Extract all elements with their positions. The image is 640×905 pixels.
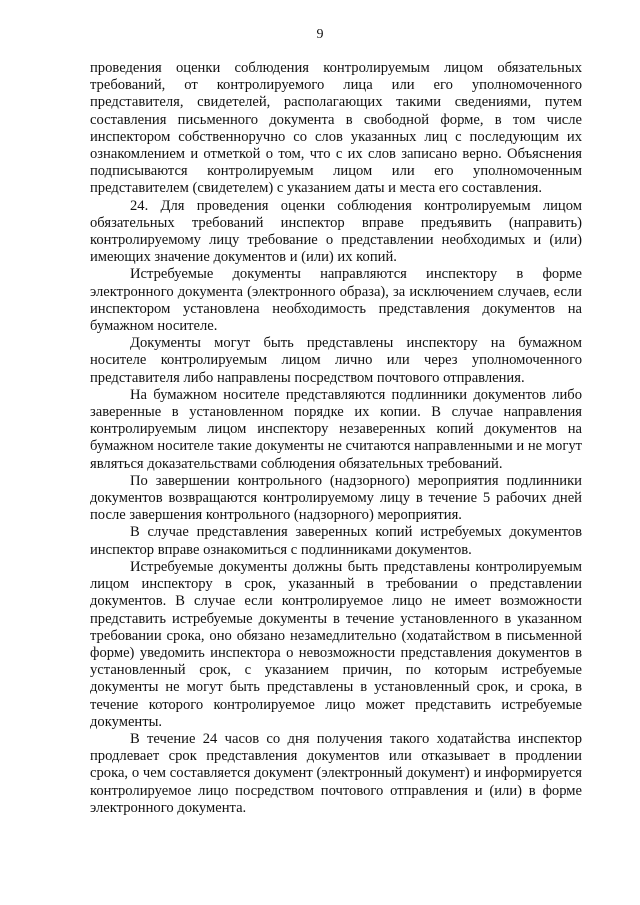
paragraph-return-originals: По завершении контрольного (надзорного) мероприятия подлинники документов возвращаются контролируемому лицу в течение 5 рабочих дней после завершения контрольного (надзорного) мероприятия. [90,472,582,524]
paragraph-continuation: проведения оценки соблюдения контролируемым лицом обязательных требований, от контролируемого лица или его уполномоченного представителя, свидетелей, располагающих такими сведениями, путем составления письменного документа в свободной форме, в том числе инспектором собственноручно со слов указанных лиц с последующим их ознакомлением и отметкой о том, что с их слов записано верно. Объяснения подписываются контролируемым лицом или его уполномоченным представителем (свидетелем) с указанием даты и места его составления. [90,60,582,197]
paragraph-item-24: 24. Для проведения оценки соблюдения контролируемым лицом обязательных требований инспектор вправе предъявить (направить) контролируемому лицу требование о представлении необходимых и (или) имеющих значение документов и (или) их копий. [90,197,582,266]
paragraph-certified-copies: В случае представления заверенных копий истребуемых документов инспектор вправе ознакомиться с подлинниками документов. [90,524,582,558]
page-number: 9 [316,27,324,42]
paragraph-originals-copies: На бумажном носителе представляются подлинники документов либо заверенные в установленном порядке их копии. В случае направления контролируемым лицом инспектору незаверенных копий документов на бумажном носителе такие документы не считаются направленными и не могут являться доказательствами соблюдения обязательных требований. [90,386,582,472]
paragraph-submission-deadline: Истребуемые документы должны быть представлены контролируемым лицом инспектору в срок, указанный в требовании о представлении документов. В случае если контролируемое лицо не имеет возможности представить истребуемые документы в течение установленного в указанном требовании срока, оно обязано незамедлительно (ходатайством в письменной форме) уведомить инспектора о невозможности представления документов в установленный срок, с указанием причин, по которым истребуемые документы не могут быть представлены в установленный срок, и срока, в течение которого контролируемое лицо может представить истребуемые документы. [90,558,582,730]
paragraph-extension-request: В течение 24 часов со дня получения такого ходатайства инспектор продлевает срок представления документов или отказывает в продлении срока, о чем составляется документ (электронный документ) и информируется контролируемое лицо посредством почтового отправления и (или) в форме электронного документа. [90,730,582,816]
paragraph-paper-submission: Документы могут быть представлены инспектору на бумажном носителе контролируемым лицом лично или через уполномоченного представителя либо направлены посредством почтового отправления. [90,335,582,386]
document-body [90,60,582,817]
paragraph-electronic-form: Истребуемые документы направляются инспектору в форме электронного документа (электронного образа), за исключением случаев, если инспектором установлена необходимость представления документов на бумажном носителе. [90,266,582,335]
